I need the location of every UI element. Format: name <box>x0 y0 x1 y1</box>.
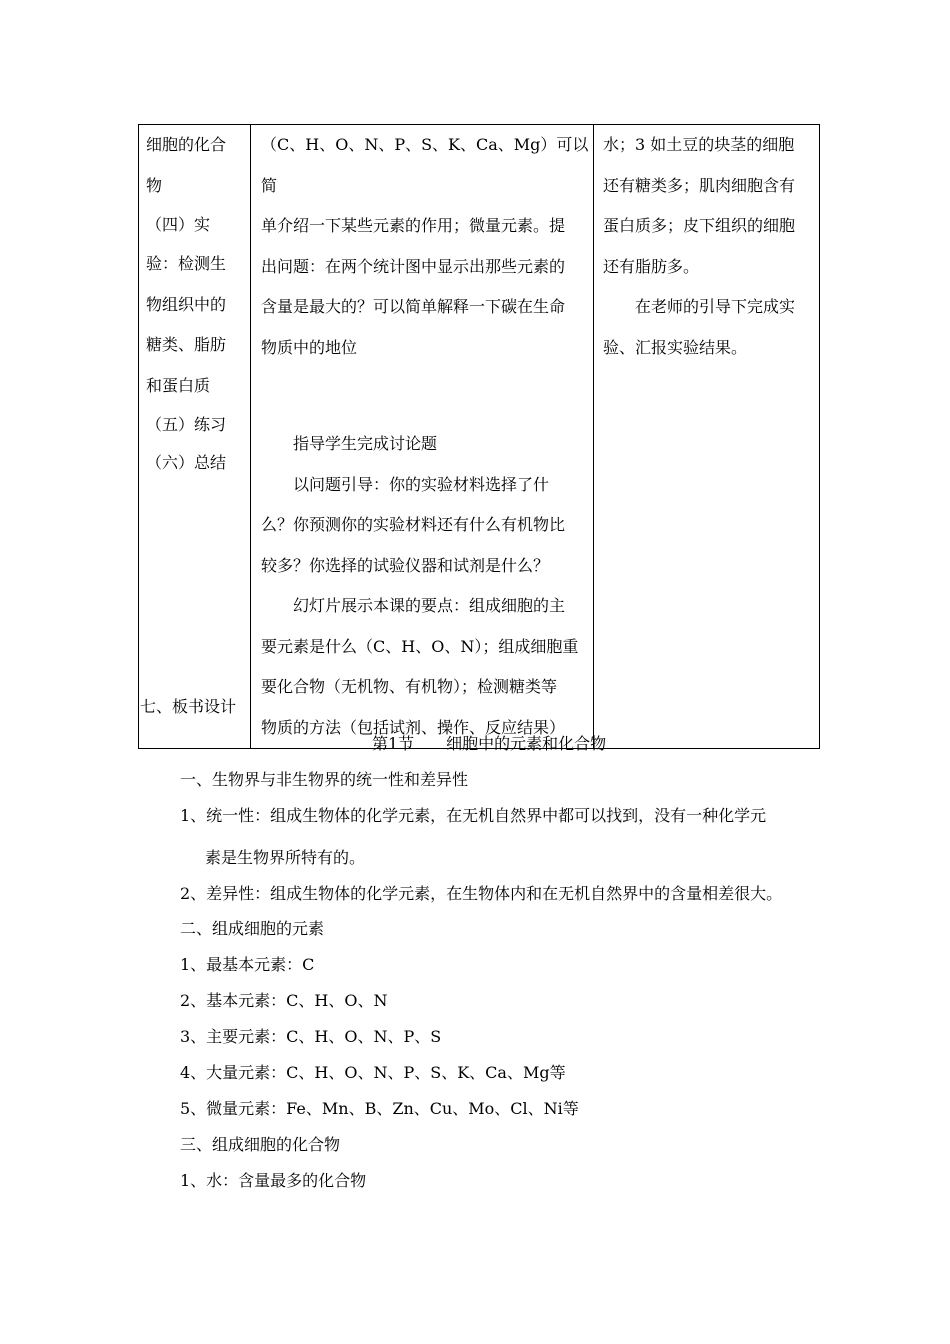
teacher-line: 以问题引导：你的实验材料选择了什 <box>293 474 550 494</box>
board-line: 4、大量元素：C、H、O、N、P、S、K、Ca、Mg等 <box>180 1063 566 1082</box>
teacher-line: 要元素是什么（C、H、O、N）；组成细胞重 <box>261 636 579 656</box>
stage-line: （五）练习 <box>146 415 227 434</box>
student-line: 水；3 如土豆的块茎的细胞 <box>603 135 795 154</box>
stage-line: （四）实 <box>146 215 211 234</box>
teacher-line: 指导学生完成讨论题 <box>293 434 438 453</box>
board-line: 3、主要元素：C、H、O、N、P、S <box>180 1027 442 1046</box>
student-line: 验、汇报实验结果。 <box>603 337 748 357</box>
teacher-activity-cell <box>251 125 594 749</box>
teacher-line: 么？你预测你的实验材料还有什么有机物比 <box>261 515 566 534</box>
board-line: 三、组成细胞的化合物 <box>180 1135 341 1154</box>
board-title: 第1节 细胞中的元素和化合物 <box>372 734 607 753</box>
teacher-line: 出问题：在两个统计图中显示出那些元素的 <box>261 256 566 276</box>
board-line: 1、水：含量最多的化合物 <box>180 1171 367 1190</box>
section-heading: 七、板书设计 <box>140 697 237 716</box>
board-line: 1、统一性：组成生物体的化学元素，在无机自然界中都可以找到，没有一种化学元 <box>180 806 767 825</box>
board-line: 5、微量元素：Fe、Mn、B、Zn、Cu、Mo、Cl、Ni等 <box>180 1099 579 1118</box>
stage-cell <box>139 125 251 749</box>
teacher-line: 含量是最大的？可以简单解释一下碳在生命 <box>261 297 566 316</box>
board-line: 2、基本元素：C、H、O、N <box>180 991 388 1010</box>
teacher-line: （C、H、O、N、P、S、K、Ca、Mg）可以简 <box>261 135 589 195</box>
board-line: 一、生物界与非生物界的统一性和差异性 <box>180 770 469 789</box>
teacher-line: 要化合物（无机物、有机物）；检测糖类等 <box>261 677 558 696</box>
teacher-line: 物质的方法（包括试剂、操作、反应结果） <box>261 717 566 737</box>
student-activity-cell <box>594 125 820 749</box>
teacher-line: 幻灯片展示本课的要点：组成细胞的主 <box>293 596 566 615</box>
table-row <box>139 125 820 749</box>
teacher-line: 物质中的地位 <box>261 337 358 357</box>
stage-line: 验：检测生 <box>146 254 227 273</box>
teacher-line: 单介绍一下某些元素的作用；微量元素。提 <box>261 216 566 235</box>
student-line: 在老师的引导下完成实 <box>635 297 796 316</box>
stage-line: 物组织中的 <box>146 294 227 314</box>
board-line: 2、差异性：组成生物体的化学元素，在生物体内和在无机自然界中的含量相差很大。 <box>180 884 783 903</box>
stage-line: 物 <box>146 175 163 195</box>
board-line: 二、组成细胞的元素 <box>180 919 325 938</box>
stage-line: 细胞的化合 <box>146 135 227 154</box>
student-line: 还有脂肪多。 <box>603 256 700 276</box>
teacher-line: 较多？你选择的试验仪器和试剂是什么？ <box>261 555 550 575</box>
stage-line: 和蛋白质 <box>146 375 211 395</box>
stage-line: 糖类、脂肪 <box>146 335 227 354</box>
board-line: 1、最基本元素：C <box>180 955 315 974</box>
stage-line: （六）总结 <box>146 453 227 472</box>
board-line: 素是生物界所特有的。 <box>205 848 366 867</box>
lesson-table <box>138 124 820 749</box>
student-line: 蛋白质多；皮下组织的细胞 <box>603 216 796 235</box>
student-line: 还有糖类多；肌肉细胞含有 <box>603 175 796 195</box>
